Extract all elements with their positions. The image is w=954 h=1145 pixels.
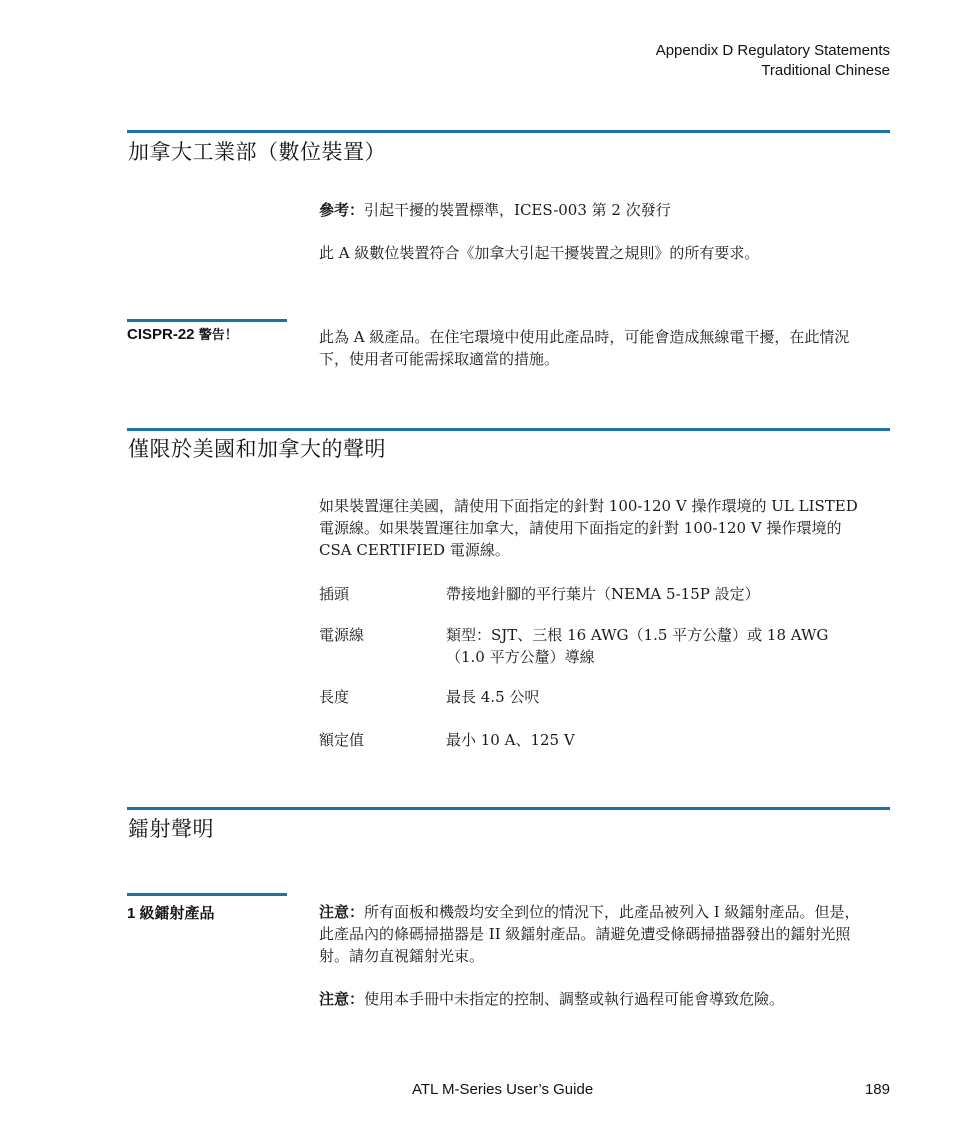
spec-term-rating: 額定值	[319, 731, 365, 749]
side-rule	[127, 893, 287, 896]
cispr-side-heading	[127, 324, 238, 343]
side-rule	[127, 319, 287, 322]
note-label: 注意：	[319, 903, 365, 921]
spec-def-rating: 最小 10 A、125 V	[446, 731, 575, 749]
spec-def-plug: 帶接地針腳的平行葉片（NEMA 5-15P 設定）	[446, 585, 760, 603]
reference-label: 參考：	[319, 201, 365, 219]
footer-guide-title: ATL M-Series User’s Guide	[412, 1081, 594, 1098]
spec-term-length: 長度	[319, 688, 350, 706]
reference-paragraph	[319, 199, 864, 221]
note-label: 注意：	[319, 990, 365, 1008]
compliance-paragraph: 此 A 級數位裝置符合《加拿大引起干擾裝置之規則》的所有要求。	[319, 244, 760, 262]
note-text: 使用本手冊中未指定的控制、調整或執行過程可能會導致危險。	[364, 990, 785, 1008]
laser-class-side-heading: 1 級鐳射產品	[127, 905, 215, 922]
spec-def-length: 最長 4.5 公呎	[446, 688, 540, 706]
power-cord-intro: 如果裝置運往美國，請使用下面指定的針對 100-120 V 操作環境的 UL LISTED 電源線。如果裝置運往加拿大，請使用下面指定的針對 100-120 V 操作環境的 CSA CERTIFIED 電源線。	[319, 497, 858, 559]
section-rule	[127, 130, 890, 133]
spec-term-cord: 電源線	[319, 626, 365, 644]
laser-note-1	[319, 901, 864, 967]
warning-label: 警告！	[198, 328, 238, 343]
section-title-laser: 鐳射聲明	[128, 817, 214, 841]
spec-term-plug: 插頭	[319, 585, 350, 603]
laser-note-2	[319, 988, 864, 1010]
header-language: Traditional Chinese	[761, 62, 890, 79]
cispr-warning-text: 此為 A 級產品。在住宅環境中使用此產品時，可能會造成無線電干擾，在此情況下，使用者可能需採取適當的措施。	[319, 328, 850, 368]
cispr-label: CISPR-22	[127, 326, 195, 343]
page-number: 189	[864, 1081, 890, 1098]
section-rule	[127, 428, 890, 431]
section-rule	[127, 807, 890, 810]
section-title-industry-canada: 加拿大工業部（數位裝置）	[128, 140, 386, 164]
section-title-us-canada: 僅限於美國和加拿大的聲明	[128, 437, 386, 461]
running-header	[656, 41, 890, 81]
spec-def-cord: 類型：SJT、三根 16 AWG（1.5 平方公釐）或 18 AWG（1.0 平方公釐）導線	[446, 626, 829, 666]
reference-text: 引起干擾的裝置標準，ICES-003 第 2 次發行	[364, 201, 671, 219]
note-text: 所有面板和機殼均安全到位的情況下，此產品被列入 I 級鐳射產品。但是，此產品內的條碼掃描器是 II 級鐳射產品。請避免遭受條碼掃描器發出的鐳射光照射。請勿直視鐳射光束。	[319, 903, 860, 965]
header-appendix: Appendix D Regulatory Statements	[655, 42, 890, 59]
